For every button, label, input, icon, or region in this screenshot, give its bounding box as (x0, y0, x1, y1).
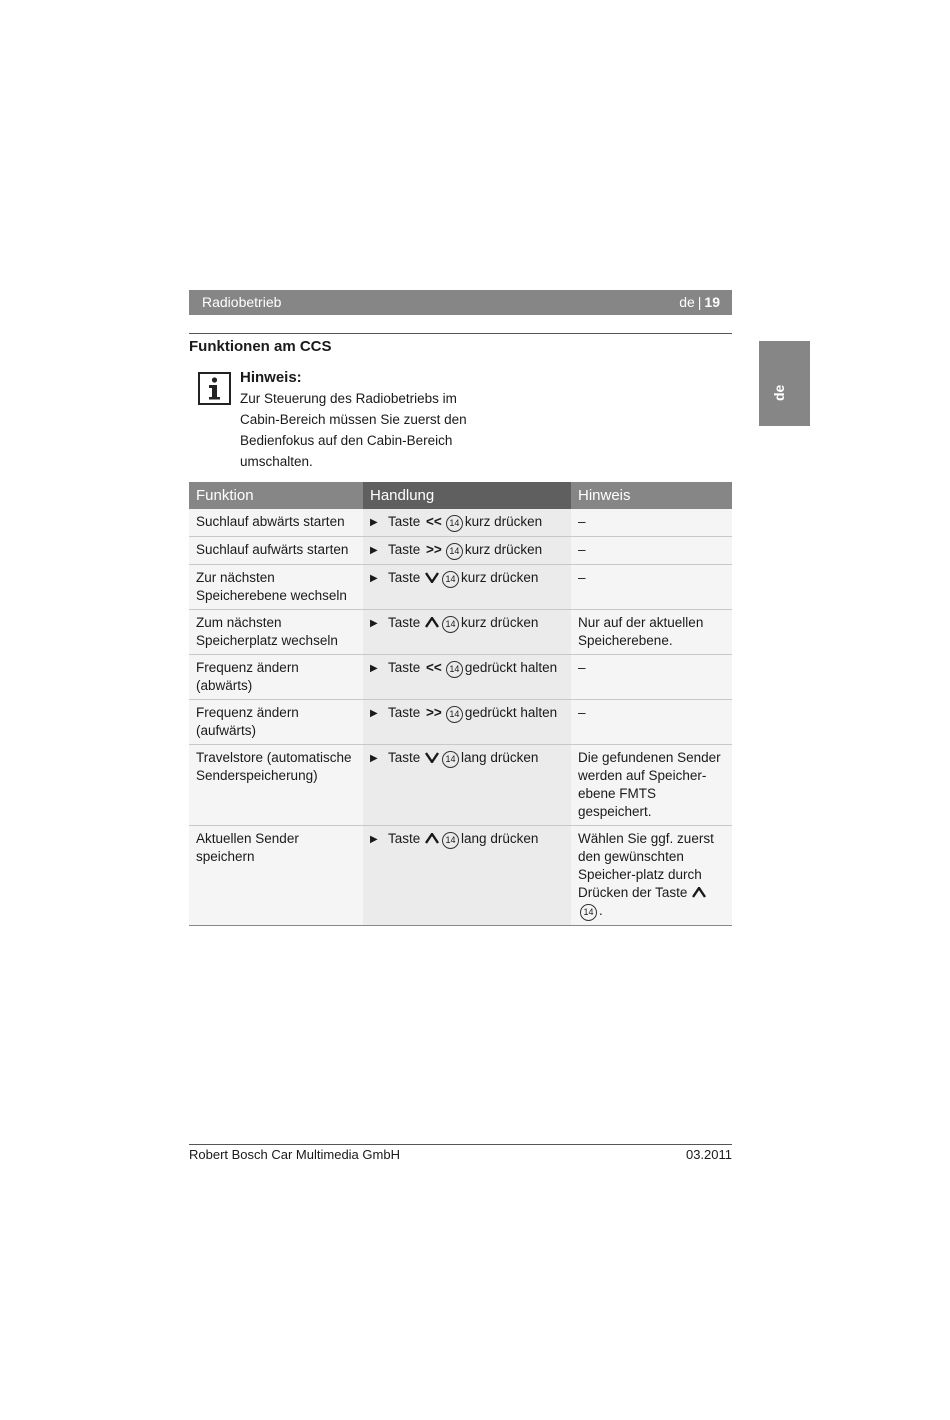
cell-function: Zum nächsten Speicherplatz wechseln (189, 610, 363, 655)
cell-action (363, 610, 571, 655)
key-number-badge: 14 (446, 543, 463, 560)
cell-action (363, 537, 571, 565)
action-text: kurz drücken (464, 514, 543, 529)
cell-function: Zur nächsten Speicherebene wechseln (189, 565, 363, 610)
up-chevron-icon (425, 833, 439, 844)
header-lang: de (679, 294, 695, 310)
functions-table (189, 482, 732, 926)
language-side-tab (759, 341, 810, 426)
page-header (189, 290, 732, 315)
action-text: gedrückt halten (464, 705, 558, 720)
note-text: Zur Steuerung des Radiobetriebs im Cabin-Bereich müssen Sie zuerst den Bedienfokus auf den Cabin-Bereich umschalten. (240, 391, 467, 469)
note-title: Hinweis: (240, 369, 302, 386)
key-number-badge: 14 (442, 616, 459, 633)
side-tab-label: de (771, 384, 787, 401)
section-title: Funktionen am CCS (189, 338, 332, 355)
bullet-triangle-icon: ▶ (370, 753, 378, 764)
cell-action (363, 509, 571, 537)
bullet-triangle-icon: ▶ (370, 708, 378, 719)
cell-function: Frequenz ändern (abwärts) (189, 655, 363, 700)
key-label: Taste (388, 615, 421, 630)
cell-action (363, 565, 571, 610)
key-label: Taste (388, 660, 421, 675)
cell-function: Travelstore (automatische Senderspeicherung) (189, 745, 363, 826)
table-row (189, 655, 732, 700)
key-label: Taste (388, 705, 421, 720)
note-text: – (578, 542, 586, 557)
bullet-triangle-icon: ▶ (370, 618, 378, 629)
table-row (189, 509, 732, 537)
table-header-row (189, 482, 732, 509)
note-end: . (599, 903, 603, 918)
note-text: – (578, 514, 586, 529)
cell-action (363, 745, 571, 826)
key-number-badge: 14 (446, 706, 463, 723)
note-text: Nur auf der aktuellen Speicherebene. (578, 615, 704, 648)
cell-function: Suchlauf aufwärts starten (189, 537, 363, 565)
cell-note (571, 537, 732, 565)
cell-note (571, 610, 732, 655)
cell-function: Suchlauf abwärts starten (189, 509, 363, 537)
cell-function: Frequenz ändern (aufwärts) (189, 700, 363, 745)
key-label: Taste (388, 570, 421, 585)
key-label: Taste (388, 750, 421, 765)
page-number: 19 (704, 294, 720, 310)
down-chevron-icon (425, 572, 439, 583)
key-symbol: << (426, 514, 442, 529)
key-number-badge: 14 (442, 751, 459, 768)
action-text: kurz drücken (461, 615, 539, 630)
cell-note (571, 700, 732, 745)
table-row (189, 700, 732, 745)
note-text: Die gefundenen Sender werden auf Speicher-ebene FMTS gespeichert. (578, 750, 721, 819)
action-text: lang drücken (461, 750, 539, 765)
footer-date: 03.2011 (685, 1147, 732, 1162)
column-header-action: Handlung (363, 482, 571, 509)
up-chevron-icon (425, 617, 439, 628)
key-symbol: << (426, 660, 442, 675)
cell-action (363, 655, 571, 700)
info-icon (198, 372, 231, 405)
cell-action (363, 700, 571, 745)
key-symbol: >> (426, 542, 442, 557)
bullet-triangle-icon: ▶ (370, 517, 378, 528)
bullet-triangle-icon: ▶ (370, 573, 378, 584)
key-symbol: >> (426, 705, 442, 720)
key-label: Taste (388, 542, 421, 557)
note-text: – (578, 660, 586, 675)
header-section-title: Radiobetrieb (202, 294, 282, 310)
section-rule (189, 333, 732, 334)
key-number-badge: 14 (446, 515, 463, 532)
up-chevron-icon (692, 887, 706, 898)
note-key-label: Taste (655, 885, 688, 900)
header-page-info (679, 294, 720, 310)
cell-note (571, 745, 732, 826)
key-number-badge: 14 (442, 571, 459, 588)
column-header-note: Hinweis (571, 482, 732, 509)
cell-function: Aktuellen Sender speichern (189, 826, 363, 926)
cell-note (571, 509, 732, 537)
action-text: lang drücken (461, 831, 539, 846)
key-number-badge: 14 (442, 832, 459, 849)
key-label: Taste (388, 831, 421, 846)
cell-note (571, 655, 732, 700)
cell-note (571, 826, 732, 926)
table-row (189, 565, 732, 610)
table-row (189, 745, 732, 826)
note-text: – (578, 705, 586, 720)
table-row (189, 537, 732, 565)
table-row (189, 610, 732, 655)
header-separator: | (697, 294, 702, 310)
down-chevron-icon (425, 752, 439, 763)
note-text: Wählen Sie ggf. zuerst den gewünschten Speicher-platz durch Drücken der (578, 831, 714, 900)
key-number-badge: 14 (446, 661, 463, 678)
cell-action (363, 826, 571, 926)
action-text: kurz drücken (461, 570, 539, 585)
note-key-number-badge: 14 (580, 904, 597, 921)
table-row (189, 826, 732, 926)
footer-rule (189, 1144, 732, 1145)
column-header-function: Funktion (189, 482, 363, 509)
bullet-triangle-icon: ▶ (370, 663, 378, 674)
footer-company: Robert Bosch Car Multimedia GmbH (189, 1147, 400, 1162)
action-text: gedrückt halten (464, 660, 558, 675)
key-label: Taste (388, 514, 421, 529)
cell-note (571, 565, 732, 610)
action-text: kurz drücken (464, 542, 543, 557)
note-text: – (578, 570, 586, 585)
bullet-triangle-icon: ▶ (370, 834, 378, 845)
bullet-triangle-icon: ▶ (370, 545, 378, 556)
